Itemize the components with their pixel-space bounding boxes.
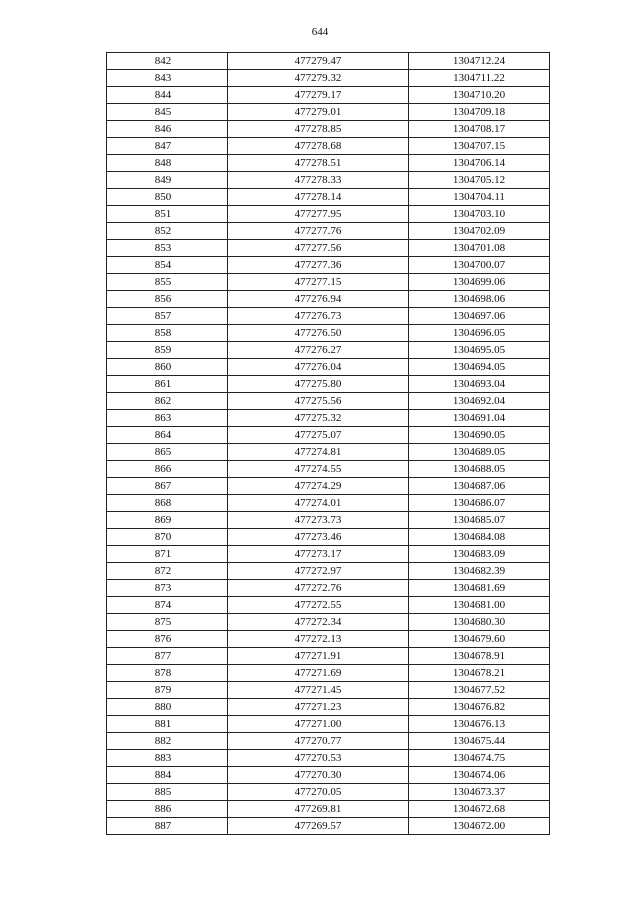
y-coordinate-cell: 1304692.04 bbox=[409, 393, 550, 410]
point-number-cell: 858 bbox=[107, 325, 228, 342]
table-row bbox=[107, 665, 550, 682]
y-coordinate-cell: 1304704.11 bbox=[409, 189, 550, 206]
y-coordinate-cell: 1304700.07 bbox=[409, 257, 550, 274]
y-coordinate-cell: 1304672.00 bbox=[409, 818, 550, 835]
y-coordinate-cell: 1304689.05 bbox=[409, 444, 550, 461]
point-number-cell: 870 bbox=[107, 529, 228, 546]
y-coordinate-cell: 1304706.14 bbox=[409, 155, 550, 172]
y-coordinate-cell: 1304711.22 bbox=[409, 70, 550, 87]
y-coordinate-cell: 1304710.20 bbox=[409, 87, 550, 104]
x-coordinate-cell: 477277.76 bbox=[228, 223, 409, 240]
y-coordinate-cell: 1304694.05 bbox=[409, 359, 550, 376]
point-number-cell: 885 bbox=[107, 784, 228, 801]
table-row bbox=[107, 325, 550, 342]
table-row bbox=[107, 648, 550, 665]
y-coordinate-cell: 1304681.00 bbox=[409, 597, 550, 614]
y-coordinate-cell: 1304674.75 bbox=[409, 750, 550, 767]
x-coordinate-cell: 477272.97 bbox=[228, 563, 409, 580]
table-row bbox=[107, 121, 550, 138]
y-coordinate-cell: 1304676.13 bbox=[409, 716, 550, 733]
x-coordinate-cell: 477269.81 bbox=[228, 801, 409, 818]
x-coordinate-cell: 477277.56 bbox=[228, 240, 409, 257]
x-coordinate-cell: 477279.32 bbox=[228, 70, 409, 87]
coordinates-table bbox=[106, 52, 550, 835]
y-coordinate-cell: 1304680.30 bbox=[409, 614, 550, 631]
table-row bbox=[107, 546, 550, 563]
table-row bbox=[107, 155, 550, 172]
table-row bbox=[107, 563, 550, 580]
table-row bbox=[107, 291, 550, 308]
point-number-cell: 848 bbox=[107, 155, 228, 172]
table-row bbox=[107, 308, 550, 325]
table-row bbox=[107, 223, 550, 240]
table-row bbox=[107, 512, 550, 529]
table-row bbox=[107, 172, 550, 189]
point-number-cell: 881 bbox=[107, 716, 228, 733]
table-row bbox=[107, 427, 550, 444]
y-coordinate-cell: 1304691.04 bbox=[409, 410, 550, 427]
point-number-cell: 872 bbox=[107, 563, 228, 580]
x-coordinate-cell: 477273.17 bbox=[228, 546, 409, 563]
x-coordinate-cell: 477272.55 bbox=[228, 597, 409, 614]
table-row bbox=[107, 342, 550, 359]
point-number-cell: 883 bbox=[107, 750, 228, 767]
y-coordinate-cell: 1304684.08 bbox=[409, 529, 550, 546]
x-coordinate-cell: 477276.50 bbox=[228, 325, 409, 342]
point-number-cell: 851 bbox=[107, 206, 228, 223]
y-coordinate-cell: 1304707.15 bbox=[409, 138, 550, 155]
y-coordinate-cell: 1304673.37 bbox=[409, 784, 550, 801]
y-coordinate-cell: 1304679.60 bbox=[409, 631, 550, 648]
x-coordinate-cell: 477270.53 bbox=[228, 750, 409, 767]
point-number-cell: 867 bbox=[107, 478, 228, 495]
point-number-cell: 855 bbox=[107, 274, 228, 291]
y-coordinate-cell: 1304687.06 bbox=[409, 478, 550, 495]
x-coordinate-cell: 477274.29 bbox=[228, 478, 409, 495]
table-row bbox=[107, 784, 550, 801]
x-coordinate-cell: 477269.57 bbox=[228, 818, 409, 835]
y-coordinate-cell: 1304708.17 bbox=[409, 121, 550, 138]
x-coordinate-cell: 477277.15 bbox=[228, 274, 409, 291]
table-row bbox=[107, 580, 550, 597]
x-coordinate-cell: 477274.81 bbox=[228, 444, 409, 461]
x-coordinate-cell: 477275.07 bbox=[228, 427, 409, 444]
table-row bbox=[107, 733, 550, 750]
x-coordinate-cell: 477273.46 bbox=[228, 529, 409, 546]
x-coordinate-cell: 477276.04 bbox=[228, 359, 409, 376]
x-coordinate-cell: 477274.55 bbox=[228, 461, 409, 478]
point-number-cell: 882 bbox=[107, 733, 228, 750]
x-coordinate-cell: 477278.68 bbox=[228, 138, 409, 155]
x-coordinate-cell: 477276.73 bbox=[228, 308, 409, 325]
table-row bbox=[107, 359, 550, 376]
point-number-cell: 861 bbox=[107, 376, 228, 393]
table-row bbox=[107, 801, 550, 818]
table-row bbox=[107, 393, 550, 410]
y-coordinate-cell: 1304685.07 bbox=[409, 512, 550, 529]
point-number-cell: 857 bbox=[107, 308, 228, 325]
y-coordinate-cell: 1304678.21 bbox=[409, 665, 550, 682]
x-coordinate-cell: 477278.51 bbox=[228, 155, 409, 172]
x-coordinate-cell: 477270.05 bbox=[228, 784, 409, 801]
point-number-cell: 853 bbox=[107, 240, 228, 257]
y-coordinate-cell: 1304699.06 bbox=[409, 274, 550, 291]
x-coordinate-cell: 477275.32 bbox=[228, 410, 409, 427]
x-coordinate-cell: 477278.85 bbox=[228, 121, 409, 138]
point-number-cell: 886 bbox=[107, 801, 228, 818]
x-coordinate-cell: 477271.45 bbox=[228, 682, 409, 699]
point-number-cell: 862 bbox=[107, 393, 228, 410]
table-row bbox=[107, 478, 550, 495]
table-row bbox=[107, 189, 550, 206]
x-coordinate-cell: 477279.17 bbox=[228, 87, 409, 104]
point-number-cell: 878 bbox=[107, 665, 228, 682]
x-coordinate-cell: 477271.00 bbox=[228, 716, 409, 733]
table-row bbox=[107, 70, 550, 87]
point-number-cell: 847 bbox=[107, 138, 228, 155]
point-number-cell: 849 bbox=[107, 172, 228, 189]
y-coordinate-cell: 1304672.68 bbox=[409, 801, 550, 818]
y-coordinate-cell: 1304701.08 bbox=[409, 240, 550, 257]
x-coordinate-cell: 477279.01 bbox=[228, 104, 409, 121]
x-coordinate-cell: 477278.33 bbox=[228, 172, 409, 189]
x-coordinate-cell: 477275.80 bbox=[228, 376, 409, 393]
table-row bbox=[107, 87, 550, 104]
point-number-cell: 846 bbox=[107, 121, 228, 138]
table-row bbox=[107, 529, 550, 546]
y-coordinate-cell: 1304683.09 bbox=[409, 546, 550, 563]
y-coordinate-cell: 1304686.07 bbox=[409, 495, 550, 512]
y-coordinate-cell: 1304695.05 bbox=[409, 342, 550, 359]
point-number-cell: 869 bbox=[107, 512, 228, 529]
point-number-cell: 887 bbox=[107, 818, 228, 835]
x-coordinate-cell: 477273.73 bbox=[228, 512, 409, 529]
x-coordinate-cell: 477271.91 bbox=[228, 648, 409, 665]
y-coordinate-cell: 1304705.12 bbox=[409, 172, 550, 189]
point-number-cell: 854 bbox=[107, 257, 228, 274]
x-coordinate-cell: 477277.36 bbox=[228, 257, 409, 274]
point-number-cell: 866 bbox=[107, 461, 228, 478]
y-coordinate-cell: 1304693.04 bbox=[409, 376, 550, 393]
table-row bbox=[107, 767, 550, 784]
y-coordinate-cell: 1304703.10 bbox=[409, 206, 550, 223]
point-number-cell: 871 bbox=[107, 546, 228, 563]
point-number-cell: 860 bbox=[107, 359, 228, 376]
table-row bbox=[107, 682, 550, 699]
point-number-cell: 863 bbox=[107, 410, 228, 427]
page-number: 644 bbox=[311, 26, 329, 38]
x-coordinate-cell: 477277.95 bbox=[228, 206, 409, 223]
y-coordinate-cell: 1304709.18 bbox=[409, 104, 550, 121]
y-coordinate-cell: 1304681.69 bbox=[409, 580, 550, 597]
y-coordinate-cell: 1304712.24 bbox=[409, 53, 550, 70]
point-number-cell: 864 bbox=[107, 427, 228, 444]
x-coordinate-cell: 477271.69 bbox=[228, 665, 409, 682]
table-row bbox=[107, 444, 550, 461]
point-number-cell: 868 bbox=[107, 495, 228, 512]
table-row bbox=[107, 614, 550, 631]
y-coordinate-cell: 1304674.06 bbox=[409, 767, 550, 784]
point-number-cell: 879 bbox=[107, 682, 228, 699]
x-coordinate-cell: 477271.23 bbox=[228, 699, 409, 716]
table-row bbox=[107, 750, 550, 767]
table-row bbox=[107, 138, 550, 155]
table-row bbox=[107, 376, 550, 393]
x-coordinate-cell: 477276.94 bbox=[228, 291, 409, 308]
point-number-cell: 842 bbox=[107, 53, 228, 70]
point-number-cell: 844 bbox=[107, 87, 228, 104]
y-coordinate-cell: 1304676.82 bbox=[409, 699, 550, 716]
table-row bbox=[107, 818, 550, 835]
table-row bbox=[107, 53, 550, 70]
x-coordinate-cell: 477276.27 bbox=[228, 342, 409, 359]
table-row bbox=[107, 631, 550, 648]
y-coordinate-cell: 1304690.05 bbox=[409, 427, 550, 444]
y-coordinate-cell: 1304682.39 bbox=[409, 563, 550, 580]
x-coordinate-cell: 477270.77 bbox=[228, 733, 409, 750]
table-row bbox=[107, 274, 550, 291]
point-number-cell: 859 bbox=[107, 342, 228, 359]
x-coordinate-cell: 477272.76 bbox=[228, 580, 409, 597]
point-number-cell: 877 bbox=[107, 648, 228, 665]
table-row bbox=[107, 699, 550, 716]
point-number-cell: 880 bbox=[107, 699, 228, 716]
coordinates-table-body bbox=[107, 53, 550, 835]
y-coordinate-cell: 1304678.91 bbox=[409, 648, 550, 665]
y-coordinate-cell: 1304697.06 bbox=[409, 308, 550, 325]
table-row bbox=[107, 410, 550, 427]
x-coordinate-cell: 477279.47 bbox=[228, 53, 409, 70]
table-row bbox=[107, 597, 550, 614]
table-row bbox=[107, 495, 550, 512]
point-number-cell: 856 bbox=[107, 291, 228, 308]
x-coordinate-cell: 477275.56 bbox=[228, 393, 409, 410]
x-coordinate-cell: 477274.01 bbox=[228, 495, 409, 512]
x-coordinate-cell: 477272.13 bbox=[228, 631, 409, 648]
point-number-cell: 845 bbox=[107, 104, 228, 121]
y-coordinate-cell: 1304675.44 bbox=[409, 733, 550, 750]
point-number-cell: 873 bbox=[107, 580, 228, 597]
point-number-cell: 865 bbox=[107, 444, 228, 461]
point-number-cell: 884 bbox=[107, 767, 228, 784]
point-number-cell: 843 bbox=[107, 70, 228, 87]
y-coordinate-cell: 1304688.05 bbox=[409, 461, 550, 478]
x-coordinate-cell: 477272.34 bbox=[228, 614, 409, 631]
table-row bbox=[107, 461, 550, 478]
table-row bbox=[107, 716, 550, 733]
point-number-cell: 874 bbox=[107, 597, 228, 614]
table-row bbox=[107, 104, 550, 121]
y-coordinate-cell: 1304677.52 bbox=[409, 682, 550, 699]
point-number-cell: 875 bbox=[107, 614, 228, 631]
point-number-cell: 850 bbox=[107, 189, 228, 206]
y-coordinate-cell: 1304698.06 bbox=[409, 291, 550, 308]
y-coordinate-cell: 1304696.05 bbox=[409, 325, 550, 342]
table-row bbox=[107, 240, 550, 257]
point-number-cell: 852 bbox=[107, 223, 228, 240]
x-coordinate-cell: 477278.14 bbox=[228, 189, 409, 206]
point-number-cell: 876 bbox=[107, 631, 228, 648]
y-coordinate-cell: 1304702.09 bbox=[409, 223, 550, 240]
x-coordinate-cell: 477270.30 bbox=[228, 767, 409, 784]
table-row bbox=[107, 257, 550, 274]
table-row bbox=[107, 206, 550, 223]
